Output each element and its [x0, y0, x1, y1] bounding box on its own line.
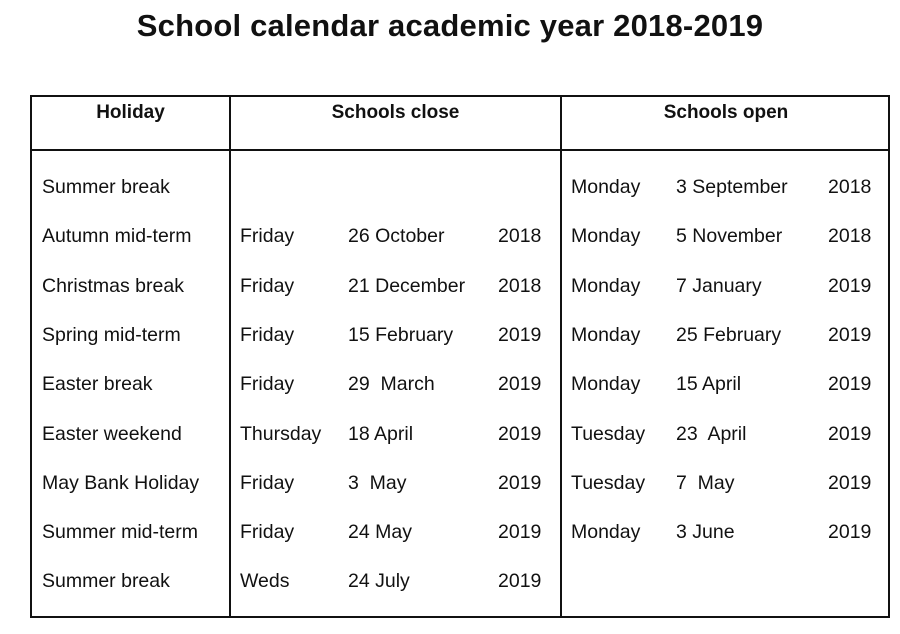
open-date: 25 February: [676, 324, 782, 346]
close-year: 2019: [498, 570, 542, 592]
holiday-name: Easter break: [42, 373, 153, 395]
close-date: 29 March: [348, 373, 435, 395]
close-date: 15 February: [348, 324, 454, 346]
header-schools-close: Schools close: [331, 102, 460, 123]
open-date: 7 May: [676, 472, 735, 494]
close-year: 2018: [498, 225, 542, 247]
open-day: Monday: [571, 521, 641, 543]
header-divider: [32, 149, 888, 151]
holiday-name: Summer break: [42, 176, 170, 198]
column-divider-2: [560, 97, 562, 616]
open-day: Monday: [571, 225, 641, 247]
header-schools-open: Schools open: [663, 102, 789, 123]
holiday-name: Autumn mid-term: [42, 225, 192, 247]
open-year: 2019: [828, 521, 872, 543]
column-divider-1: [229, 97, 231, 616]
close-day: Weds: [240, 570, 290, 592]
open-date: 7 January: [676, 275, 762, 297]
holiday-name: Summer mid-term: [42, 521, 199, 543]
open-year: 2018: [828, 225, 872, 247]
close-year: 2019: [498, 521, 542, 543]
open-year: 2019: [828, 324, 872, 346]
close-year: 2019: [498, 324, 542, 346]
header-holiday: Holiday: [96, 102, 165, 123]
close-day: Friday: [240, 275, 295, 297]
holiday-name: Christmas break: [42, 275, 184, 297]
calendar-table: [30, 95, 890, 618]
close-day: Thursday: [240, 423, 322, 445]
open-year: 2019: [828, 472, 872, 494]
open-date: 23 April: [676, 423, 747, 445]
holiday-name: Easter weekend: [42, 423, 182, 445]
page-title: School calendar academic year 2018-2019: [136, 8, 764, 43]
open-date: 15 April: [676, 373, 742, 395]
close-date: 24 May: [348, 521, 412, 543]
close-day: Friday: [240, 324, 295, 346]
close-day: Friday: [240, 472, 295, 494]
close-day: Friday: [240, 225, 295, 247]
close-day: Friday: [240, 521, 295, 543]
close-year: 2019: [498, 373, 542, 395]
open-day: Monday: [571, 373, 641, 395]
open-day: Monday: [571, 275, 641, 297]
open-date: 5 November: [676, 225, 783, 247]
open-day: Tuesday: [571, 472, 646, 494]
close-date: 21 December: [348, 275, 466, 297]
open-year: 2019: [828, 373, 872, 395]
close-date: 18 April: [348, 423, 414, 445]
close-date: 3 May: [348, 472, 407, 494]
close-year: 2018: [498, 275, 542, 297]
open-day: Tuesday: [571, 423, 646, 445]
open-day: Monday: [571, 176, 641, 198]
close-year: 2019: [498, 423, 542, 445]
open-date: 3 June: [676, 521, 735, 543]
close-date: 24 July: [348, 570, 410, 592]
open-year: 2019: [828, 275, 872, 297]
holiday-name: Summer break: [42, 570, 170, 592]
open-year: 2019: [828, 423, 872, 445]
close-day: Friday: [240, 373, 295, 395]
open-date: 3 September: [676, 176, 788, 198]
close-date: 26 October: [348, 225, 445, 247]
holiday-name: Spring mid-term: [42, 324, 181, 346]
open-day: Monday: [571, 324, 641, 346]
close-year: 2019: [498, 472, 542, 494]
holiday-name: May Bank Holiday: [42, 472, 200, 494]
open-year: 2018: [828, 176, 872, 198]
